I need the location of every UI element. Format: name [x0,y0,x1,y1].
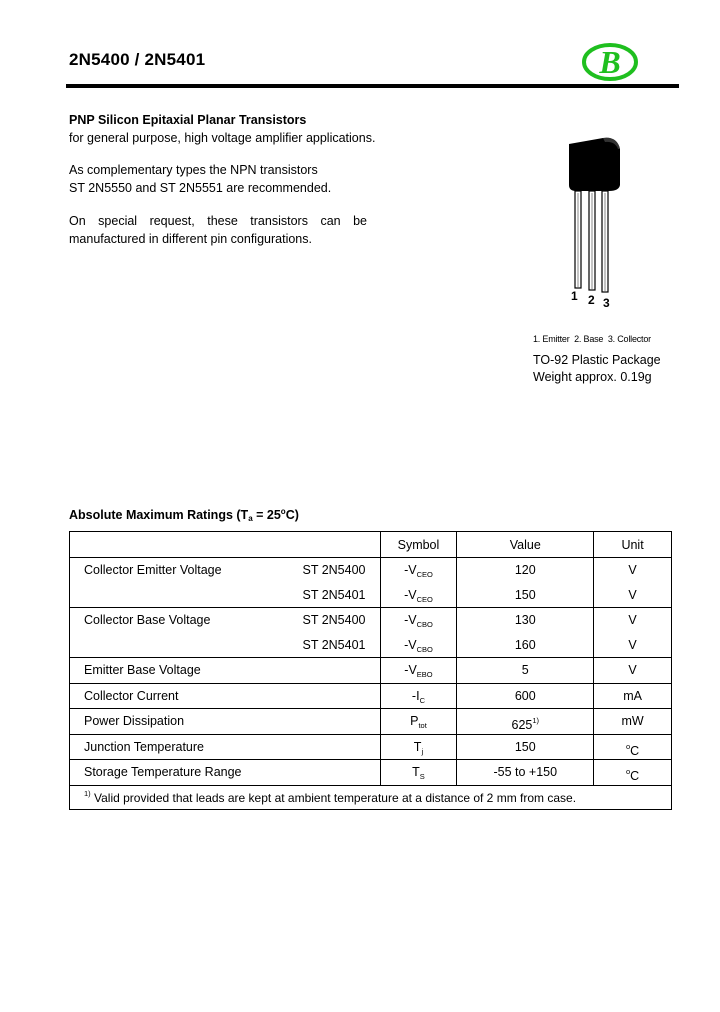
header-parameter [70,532,381,558]
pin-label-3: 3 [603,296,610,310]
logo-letter: B [599,44,621,80]
page-title: 2N5400 / 2N5401 [69,50,206,69]
symbol-vcbo: $-V_{CBO}$ [404,637,433,654]
param-vceo: Collector Emitter Voltage [84,563,222,577]
table-header-row [70,532,672,558]
value-vcbo-2n5401: 160 [514,637,536,652]
pin-label-1: 1 [571,289,578,303]
type-st2n5400: ST 2N5400 [302,563,366,577]
table-row [70,658,672,684]
symbol-ts: $T_S$ [412,765,425,781]
unit-ic: mA [623,688,642,703]
value-ic: 600 [514,688,536,703]
special-request-text: On special request, these transistors can be manufactured in different pin configurations. [69,214,367,246]
value-vceo-2n5400: 120 [514,563,536,577]
product-application: for general purpose, high voltage amplifier applications. [69,131,376,145]
symbol-vebo: $-V_{EBO}$ [404,663,433,679]
complementary-line-1: As complementary types the NPN transistors [69,163,318,177]
value-vebo: 5 [521,663,529,677]
brand-logo [582,42,638,82]
param-vcbo: Collector Base Voltage [84,613,211,627]
type-st2n5400: ST 2N5400 [302,613,366,627]
symbol-vceo: $-V_{CEO}$ [404,587,433,604]
table-row [70,734,672,760]
table-row [70,608,672,658]
unit-ts: $^o$C [625,767,640,783]
package-name: TO-92 Plastic Package [533,353,661,367]
unit-vceo: V [628,587,637,602]
symbol-vcbo: $-V_{CBO}$ [404,613,433,629]
footnote: $^{1)}$ Valid provided that leads are kept at ambient temperature at a distance of 2 mm from case. [70,785,672,809]
param-ts: Storage Temperature Range [84,765,242,779]
table-row [70,709,672,735]
table-footnote-row [70,785,672,809]
ratings-table [69,531,672,810]
header-rule [66,84,679,88]
table-row [70,558,672,608]
table-row [70,683,672,709]
value-tj: 150 [514,739,536,754]
param-vebo: Emitter Base Voltage [84,663,201,677]
value-vcbo-2n5400: 130 [514,613,536,627]
unit-vceo: V [628,563,637,577]
type-st2n5401: ST 2N5401 [302,587,366,602]
unit-tj: $^o$C [625,741,640,758]
header-symbol: Symbol [380,532,457,558]
symbol-ptot: $P_{tot}$ [410,714,427,730]
value-ts: -55 to +150 [493,765,558,779]
pin-legend: 1. Emitter 2. Base 3. Collector [533,334,651,344]
table-row [70,760,672,786]
ratings-heading: Absolute Maximum Ratings $(T_a = 25^oC)$ [69,507,299,523]
package-weight: Weight approx. 0.19g [533,370,652,384]
symbol-vceo: $-V_{CEO}$ [404,563,433,579]
header-value: Value [457,532,594,558]
complementary-line-2: ST 2N5550 and ST 2N5551 are recommended. [69,181,332,195]
to92-package-drawing [560,133,640,313]
unit-vcbo: V [628,613,637,627]
unit-vebo: V [628,663,637,677]
header-unit: Unit [594,532,672,558]
unit-ptot: mW [621,714,644,728]
value-vceo-2n5401: 150 [514,587,536,602]
value-ptot: 625$^{1)}$ [511,716,540,732]
type-st2n5401: ST 2N5401 [302,637,366,652]
symbol-ic: $-I_C$ [411,688,425,705]
product-heading: PNP Silicon Epitaxial Planar Transistors [69,113,307,127]
param-ic: Collector Current [84,688,179,703]
pin-label-2: 2 [588,293,595,307]
param-ptot: Power Dissipation [84,714,185,728]
symbol-tj: $T_j$ [413,739,424,756]
unit-vcbo: V [628,637,637,652]
param-tj: Junction Temperature [84,739,204,754]
